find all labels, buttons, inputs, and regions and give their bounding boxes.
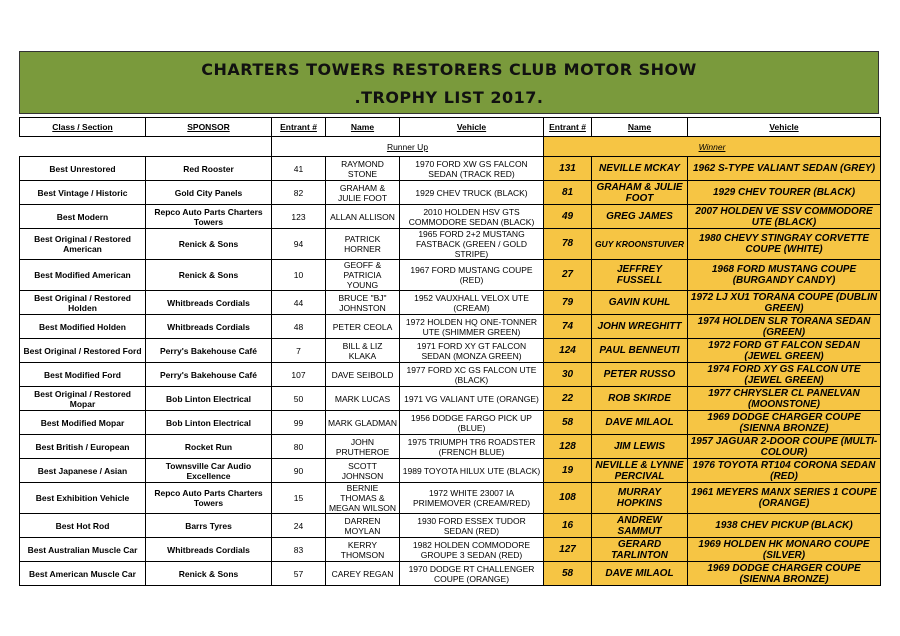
runner-up-name-cell: PETER CEOLA	[326, 315, 400, 339]
runner-up-entrant-cell: 82	[272, 181, 326, 205]
winner-entrant-cell: 16	[544, 514, 592, 538]
sponsor-cell: Whitbreads Cordials	[146, 315, 272, 339]
sponsor-cell: Repco Auto Parts Charters Towers	[146, 205, 272, 229]
runner-up-name-cell: CAREY REGAN	[326, 562, 400, 586]
winner-vehicle-cell: 1961 MEYERS MANX SERIES 1 COUPE (ORANGE)	[688, 483, 881, 514]
winner-vehicle-cell: 1969 HOLDEN HK MONARO COUPE (SILVER)	[688, 538, 881, 562]
header-vehicle-runner-up: Vehicle	[400, 118, 544, 137]
winner-name-cell: NEVILLE MCKAY	[592, 157, 688, 181]
runner-up-entrant-cell: 107	[272, 363, 326, 387]
class-cell: Best Original / Restored Holden	[20, 291, 146, 315]
runner-up-name-cell: GRAHAM & JULIE FOOT	[326, 181, 400, 205]
runner-up-entrant-cell: 94	[272, 229, 326, 260]
sponsor-cell: Gold City Panels	[146, 181, 272, 205]
winner-entrant-cell: 78	[544, 229, 592, 260]
table-row	[20, 260, 881, 291]
runner-up-name-cell: GEOFF & PATRICIA YOUNG	[326, 260, 400, 291]
table-row	[20, 483, 881, 514]
winner-vehicle-cell: 1977 CHRYSLER CL PANELVAN (MOONSTONE)	[688, 387, 881, 411]
winner-entrant-cell: 127	[544, 538, 592, 562]
runner-up-vehicle-cell: 1930 FORD ESSEX TUDOR SEDAN (RED)	[400, 514, 544, 538]
runner-up-vehicle-cell: 2010 HOLDEN HSV GTS COMMODORE SEDAN (BLACK)	[400, 205, 544, 229]
header-entrant-runner-up: Entrant #	[272, 118, 326, 137]
runner-up-entrant-cell: 7	[272, 339, 326, 363]
winner-name-cell: JEFFREY FUSSELL	[592, 260, 688, 291]
runner-up-entrant-cell: 99	[272, 411, 326, 435]
runner-up-name-cell: DARREN MOYLAN	[326, 514, 400, 538]
sponsor-cell: Perry's Bakehouse Café	[146, 363, 272, 387]
runner-up-name-cell: ALLAN ALLISON	[326, 205, 400, 229]
class-cell: Best Hot Rod	[20, 514, 146, 538]
winner-entrant-cell: 74	[544, 315, 592, 339]
table-row	[20, 315, 881, 339]
class-cell: Best Modified Ford	[20, 363, 146, 387]
winner-entrant-cell: 19	[544, 459, 592, 483]
runner-up-entrant-cell: 15	[272, 483, 326, 514]
sponsor-cell: Whitbreads Cordials	[146, 291, 272, 315]
class-cell: Best British / European	[20, 435, 146, 459]
class-cell: Best Modified Mopar	[20, 411, 146, 435]
page-title: CHARTERS TOWERS RESTORERS CLUB MOTOR SHOW	[201, 60, 697, 79]
winner-entrant-cell: 58	[544, 562, 592, 586]
page-subtitle: .TROPHY LIST 2017.	[354, 88, 544, 107]
header-name-runner-up: Name	[326, 118, 400, 137]
table-row	[20, 157, 881, 181]
winner-name-cell: PAUL BENNEUTI	[592, 339, 688, 363]
runner-up-entrant-cell: 44	[272, 291, 326, 315]
class-cell: Best Unrestored	[20, 157, 146, 181]
sponsor-cell: Bob Linton Electrical	[146, 411, 272, 435]
runner-up-vehicle-cell: 1971 VG VALIANT UTE (ORANGE)	[400, 387, 544, 411]
runner-up-name-cell: BRUCE "BJ" JOHNSTON	[326, 291, 400, 315]
winner-name-cell: PETER RUSSO	[592, 363, 688, 387]
blank-cell	[20, 137, 272, 157]
winner-vehicle-cell: 1972 LJ XU1 TORANA COUPE (DUBLIN GREEN)	[688, 291, 881, 315]
sponsor-cell: Renick & Sons	[146, 260, 272, 291]
trophy-rows	[20, 157, 881, 586]
runner-up-vehicle-cell: 1989 TOYOTA HILUX UTE (BLACK)	[400, 459, 544, 483]
runner-up-entrant-cell: 57	[272, 562, 326, 586]
winner-name-cell: ROB SKIRDE	[592, 387, 688, 411]
winner-vehicle-cell: 1962 S-TYPE VALIANT SEDAN (GREY)	[688, 157, 881, 181]
winner-name-cell: GRAHAM & JULIE FOOT	[592, 181, 688, 205]
runner-up-entrant-cell: 10	[272, 260, 326, 291]
winner-entrant-cell: 124	[544, 339, 592, 363]
class-cell: Best Australian Muscle Car	[20, 538, 146, 562]
runner-up-entrant-cell: 41	[272, 157, 326, 181]
runner-up-vehicle-cell: 1965 FORD 2+2 MUSTANG FASTBACK (GREEN / GOLD STRIPE)	[400, 229, 544, 260]
winner-vehicle-cell: 1968 FORD MUSTANG COUPE (BURGANDY CANDY)	[688, 260, 881, 291]
winner-name-cell: DAVE MILAOL	[592, 562, 688, 586]
runner-up-entrant-cell: 90	[272, 459, 326, 483]
winner-vehicle-cell: 1974 FORD XY GS FALCON UTE (JEWEL GREEN)	[688, 363, 881, 387]
winner-entrant-cell: 30	[544, 363, 592, 387]
table-row	[20, 538, 881, 562]
sponsor-cell: Perry's Bakehouse Café	[146, 339, 272, 363]
runner-up-vehicle-cell: 1971 FORD XY GT FALCON SEDAN (MONZA GREEN)	[400, 339, 544, 363]
header-sponsor: SPONSOR	[146, 118, 272, 137]
class-cell: Best Original / Restored Ford	[20, 339, 146, 363]
runner-up-vehicle-cell: 1970 FORD XW GS FALCON SEDAN (TRACK RED)	[400, 157, 544, 181]
winner-vehicle-cell: 1969 DODGE CHARGER COUPE (SIENNA BRONZE)	[688, 562, 881, 586]
runner-up-name-cell: PATRICK HORNER	[326, 229, 400, 260]
runner-up-vehicle-cell: 1977 FORD XC GS FALCON UTE (BLACK)	[400, 363, 544, 387]
runner-up-entrant-cell: 50	[272, 387, 326, 411]
winner-name-cell: JIM LEWIS	[592, 435, 688, 459]
runner-up-entrant-cell: 83	[272, 538, 326, 562]
class-cell: Best Original / Restored Mopar	[20, 387, 146, 411]
table-row	[20, 181, 881, 205]
title-banner	[19, 51, 879, 114]
table-row	[20, 514, 881, 538]
winner-entrant-cell: 58	[544, 411, 592, 435]
sponsor-cell: Townsville Car Audio Excellence	[146, 459, 272, 483]
sponsor-cell: Red Rooster	[146, 157, 272, 181]
winner-name-cell: MURRAY HOPKINS	[592, 483, 688, 514]
winner-name-cell: NEVILLE & LYNNE PERCIVAL	[592, 459, 688, 483]
header-name-winner: Name	[592, 118, 688, 137]
header-entrant-winner: Entrant #	[544, 118, 592, 137]
winner-entrant-cell: 27	[544, 260, 592, 291]
class-cell: Best Japanese / Asian	[20, 459, 146, 483]
winner-name-cell: ANDREW SAMMUT	[592, 514, 688, 538]
winner-name-cell: GUY KROONSTUIVER	[592, 229, 688, 260]
table-row	[20, 339, 881, 363]
winner-name-cell: JOHN WREGHITT	[592, 315, 688, 339]
runner-up-name-cell: BILL & LIZ KLAKA	[326, 339, 400, 363]
runner-up-name-cell: RAYMOND STONE	[326, 157, 400, 181]
table-row	[20, 363, 881, 387]
runner-up-heading: Runner Up	[272, 137, 544, 157]
class-cell: Best Modified Holden	[20, 315, 146, 339]
runner-up-vehicle-cell: 1956 DODGE FARGO PICK UP (BLUE)	[400, 411, 544, 435]
table-row	[20, 229, 881, 260]
runner-up-vehicle-cell: 1972 HOLDEN HQ ONE-TONNER UTE (SHIMMER GREEN)	[400, 315, 544, 339]
winner-vehicle-cell: 1976 TOYOTA RT104 CORONA SEDAN (RED)	[688, 459, 881, 483]
winner-vehicle-cell: 2007 HOLDEN VE SSV COMMODORE UTE (BLACK)	[688, 205, 881, 229]
runner-up-name-cell: BERNIE THOMAS & MEGAN WILSON	[326, 483, 400, 514]
winner-vehicle-cell: 1969 DODGE CHARGER COUPE (SIENNA BRONZE)	[688, 411, 881, 435]
table-row	[20, 459, 881, 483]
class-cell: Best Modified American	[20, 260, 146, 291]
runner-up-name-cell: SCOTT JOHNSON	[326, 459, 400, 483]
trophy-table	[19, 117, 881, 586]
winner-entrant-cell: 22	[544, 387, 592, 411]
sponsor-cell: Barrs Tyres	[146, 514, 272, 538]
winner-entrant-cell: 79	[544, 291, 592, 315]
winner-name-cell: GERARD TARLINTON	[592, 538, 688, 562]
winner-entrant-cell: 131	[544, 157, 592, 181]
sponsor-cell: Whitbreads Cordials	[146, 538, 272, 562]
runner-up-name-cell: DAVE SEIBOLD	[326, 363, 400, 387]
class-cell: Best Modern	[20, 205, 146, 229]
table-row	[20, 435, 881, 459]
runner-up-vehicle-cell: 1972 WHITE 23007 IA PRIMEMOVER (CREAM/RED)	[400, 483, 544, 514]
runner-up-entrant-cell: 24	[272, 514, 326, 538]
runner-up-vehicle-cell: 1970 DODGE RT CHALLENGER COUPE (ORANGE)	[400, 562, 544, 586]
winner-entrant-cell: 49	[544, 205, 592, 229]
table-row	[20, 291, 881, 315]
class-cell: Best Original / Restored American	[20, 229, 146, 260]
winner-name-cell: GREG JAMES	[592, 205, 688, 229]
sponsor-cell: Rocket Run	[146, 435, 272, 459]
sponsor-cell: Bob Linton Electrical	[146, 387, 272, 411]
class-cell: Best Vintage / Historic	[20, 181, 146, 205]
winner-vehicle-cell: 1972 FORD GT FALCON SEDAN (JEWEL GREEN)	[688, 339, 881, 363]
winner-vehicle-cell: 1980 CHEVY STINGRAY CORVETTE COUPE (WHITE)	[688, 229, 881, 260]
sponsor-cell: Renick & Sons	[146, 562, 272, 586]
sponsor-cell: Repco Auto Parts Charters Towers	[146, 483, 272, 514]
runner-up-name-cell: JOHN PRUTHEROE	[326, 435, 400, 459]
winner-heading: Winner	[544, 137, 881, 157]
winner-vehicle-cell: 1938 CHEV PICKUP (BLACK)	[688, 514, 881, 538]
runner-up-vehicle-cell: 1967 FORD MUSTANG COUPE (RED)	[400, 260, 544, 291]
class-cell: Best American Muscle Car	[20, 562, 146, 586]
runner-up-entrant-cell: 48	[272, 315, 326, 339]
table-row	[20, 411, 881, 435]
runner-up-vehicle-cell: 1982 HOLDEN COMMODORE GROUPE 3 SEDAN (RED)	[400, 538, 544, 562]
runner-up-vehicle-cell: 1929 CHEV TRUCK (BLACK)	[400, 181, 544, 205]
header-class: Class / Section	[20, 118, 146, 137]
winner-vehicle-cell: 1974 HOLDEN SLR TORANA SEDAN (GREEN)	[688, 315, 881, 339]
runner-up-vehicle-cell: 1952 VAUXHALL VELOX UTE (CREAM)	[400, 291, 544, 315]
class-cell: Best Exhibition Vehicle	[20, 483, 146, 514]
header-vehicle-winner: Vehicle	[688, 118, 881, 137]
winner-entrant-cell: 81	[544, 181, 592, 205]
winner-name-cell: GAVIN KUHL	[592, 291, 688, 315]
runner-up-name-cell: KERRY THOMSON	[326, 538, 400, 562]
sponsor-cell: Renick & Sons	[146, 229, 272, 260]
table-row	[20, 562, 881, 586]
winner-name-cell: DAVE MILAOL	[592, 411, 688, 435]
table-row	[20, 205, 881, 229]
runner-up-vehicle-cell: 1975 TRIUMPH TR6 ROADSTER (FRENCH BLUE)	[400, 435, 544, 459]
winner-vehicle-cell: 1957 JAGUAR 2-DOOR COUPE (MULTI-COLOUR)	[688, 435, 881, 459]
winner-entrant-cell: 108	[544, 483, 592, 514]
winner-entrant-cell: 128	[544, 435, 592, 459]
runner-up-entrant-cell: 123	[272, 205, 326, 229]
winner-vehicle-cell: 1929 CHEV TOURER (BLACK)	[688, 181, 881, 205]
runner-up-entrant-cell: 80	[272, 435, 326, 459]
runner-up-name-cell: MARK GLADMAN	[326, 411, 400, 435]
runner-up-name-cell: MARK LUCAS	[326, 387, 400, 411]
table-row	[20, 387, 881, 411]
